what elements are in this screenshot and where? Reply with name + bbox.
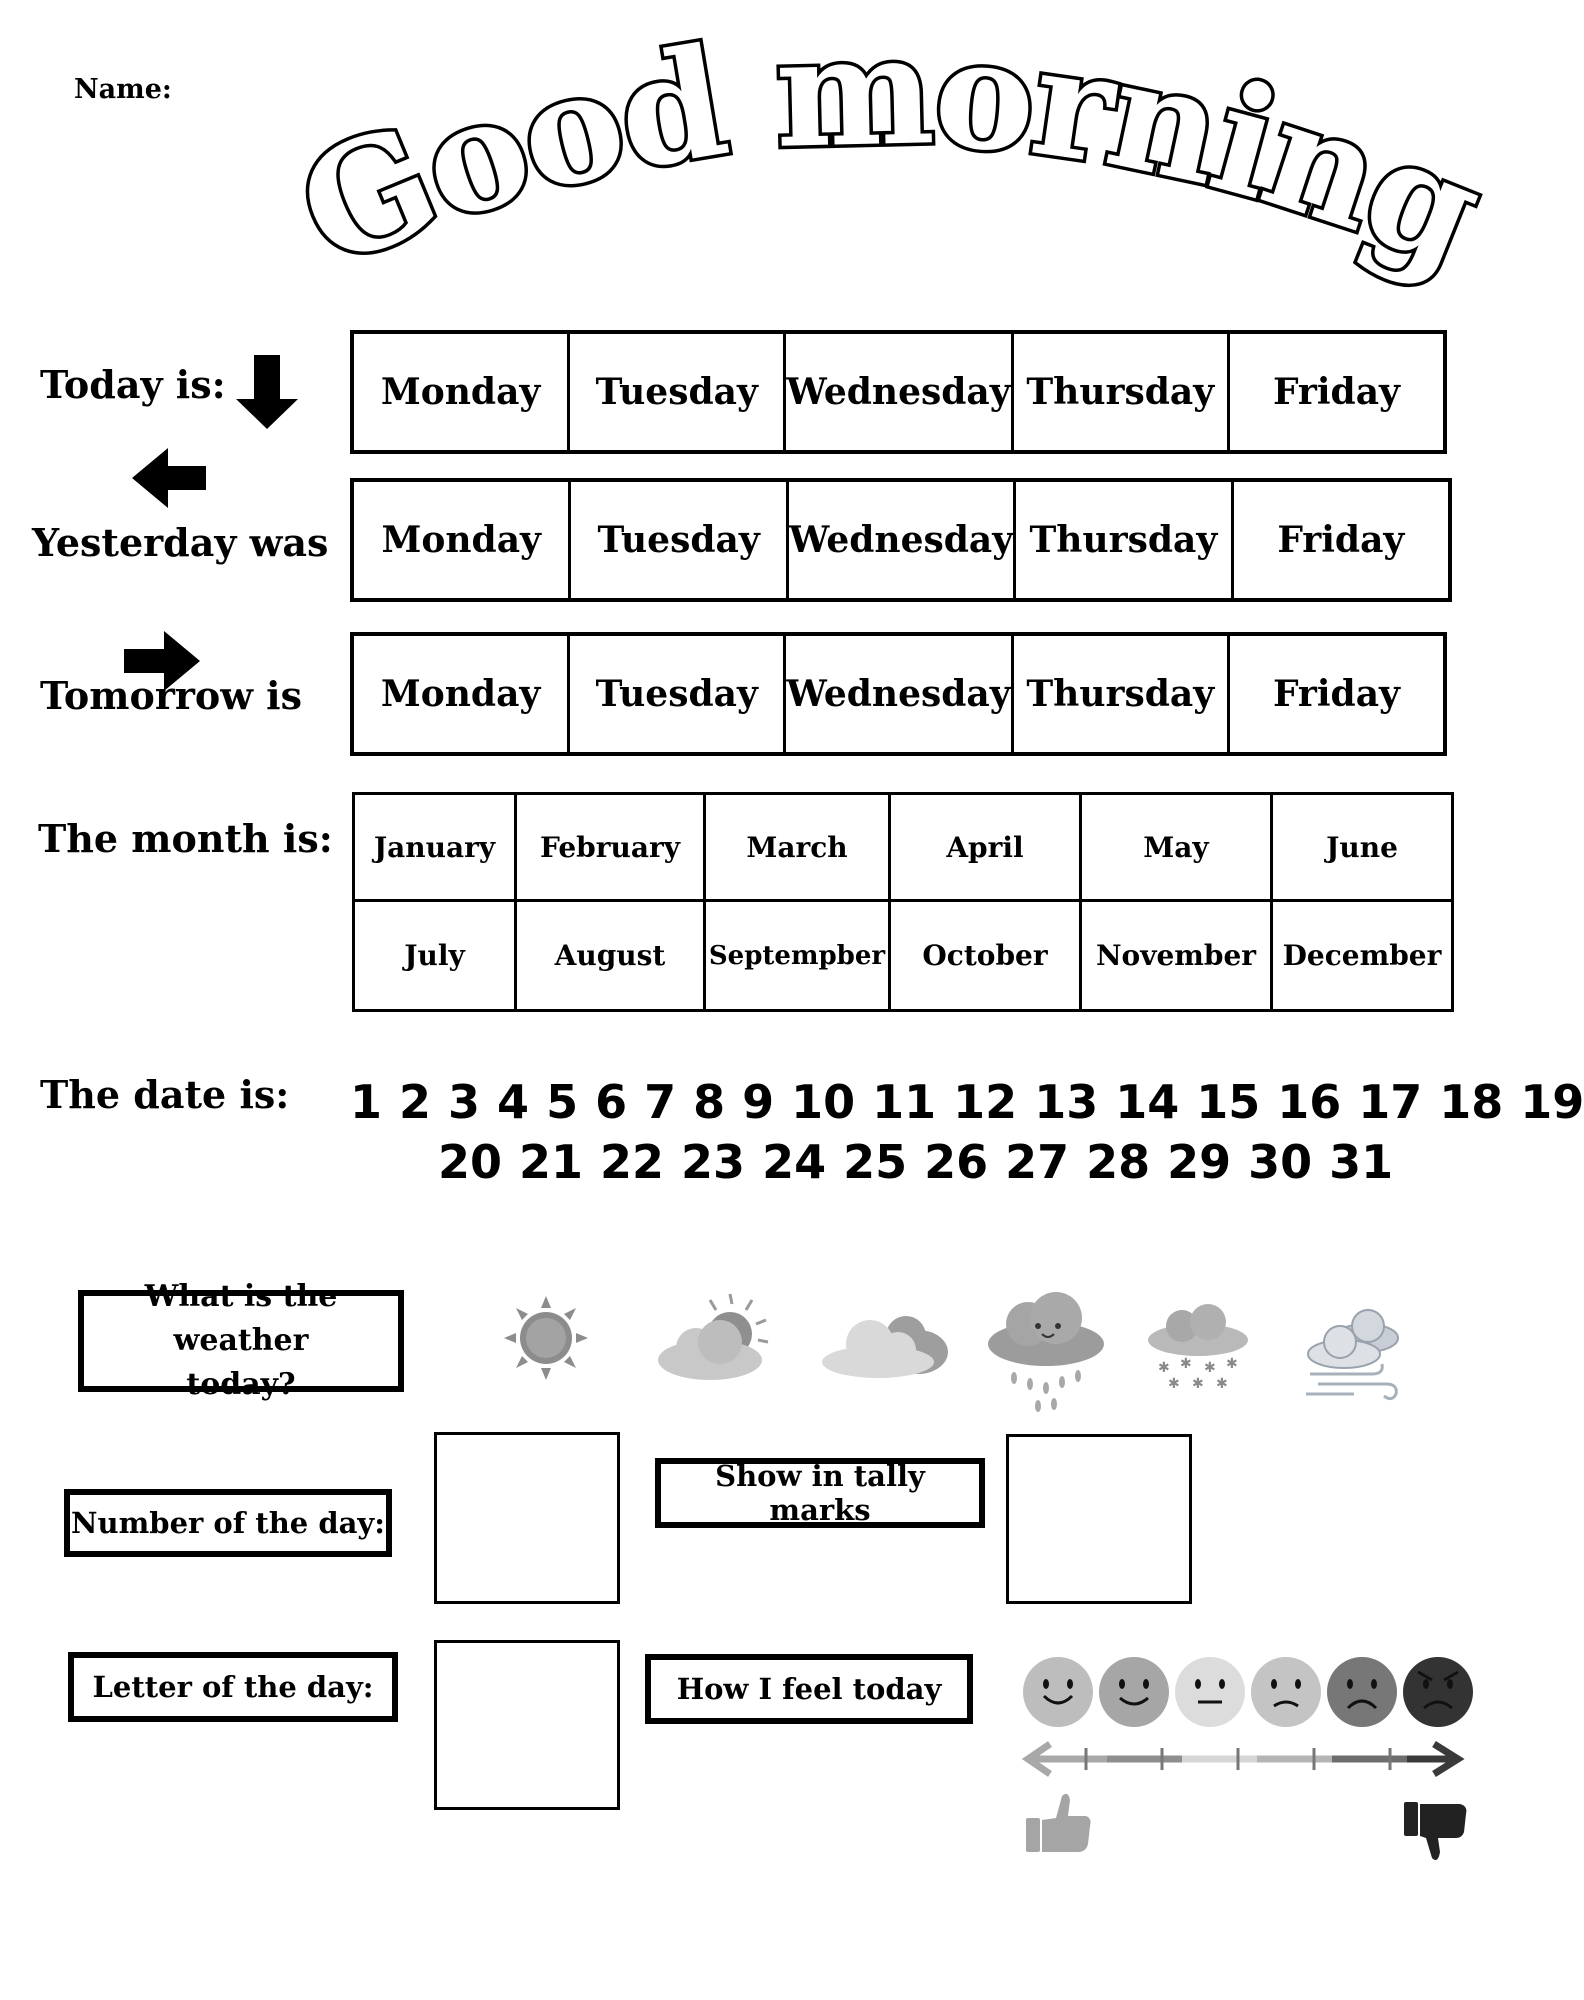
- month-february[interactable]: February: [517, 795, 706, 902]
- today-monday[interactable]: Monday: [354, 334, 570, 450]
- date-number-23[interactable]: 23: [681, 1135, 746, 1189]
- month-january[interactable]: January: [355, 795, 517, 902]
- title-text: Good morning: [276, 2, 1501, 303]
- page-title: [0, 0, 1545, 330]
- weather-label-line1: What is the weather: [144, 1279, 338, 1358]
- tomorrow-label: Tomorrow is: [40, 673, 302, 718]
- date-number-4[interactable]: 4: [497, 1075, 530, 1129]
- date-number-2[interactable]: 2: [399, 1075, 432, 1129]
- date-line-1: [350, 1075, 1584, 1129]
- yesterday-thursday[interactable]: Thursday: [1016, 482, 1233, 598]
- today-wednesday[interactable]: Wednesday: [786, 334, 1013, 450]
- yesterday-wednesday[interactable]: Wednesday: [789, 482, 1016, 598]
- tally-marks-box: [655, 1458, 985, 1528]
- month-july[interactable]: July: [355, 902, 517, 1009]
- arrow-left-icon: [132, 446, 208, 510]
- happy-face-icon[interactable]: [1099, 1657, 1169, 1727]
- letter-of-day-answer-box[interactable]: [434, 1640, 620, 1810]
- month-october[interactable]: October: [891, 902, 1082, 1009]
- number-of-day-box: [64, 1489, 392, 1557]
- date-number-30[interactable]: 30: [1248, 1135, 1313, 1189]
- date-number-13[interactable]: 13: [1034, 1075, 1099, 1129]
- month-label: The month is:: [38, 816, 333, 861]
- how-i-feel-label: How I feel today: [676, 1672, 942, 1706]
- tally-marks-label: Show in tally marks: [715, 1459, 925, 1527]
- arrow-right-icon: [122, 630, 202, 692]
- date-numbers: [350, 1075, 1584, 1189]
- date-number-19[interactable]: 19: [1520, 1075, 1584, 1129]
- svg-text:Good morning: [276, 2, 1502, 302]
- tomorrow-tuesday[interactable]: Tuesday: [570, 636, 786, 752]
- svg-text:✱: ✱: [1158, 1360, 1170, 1376]
- date-number-6[interactable]: 6: [595, 1075, 628, 1129]
- date-number-25[interactable]: 25: [843, 1135, 908, 1189]
- svg-text:✱: ✱: [1204, 1360, 1216, 1376]
- svg-text:✱: ✱: [1168, 1376, 1180, 1392]
- date-number-28[interactable]: 28: [1086, 1135, 1151, 1189]
- month-march[interactable]: March: [706, 795, 891, 902]
- month-december[interactable]: December: [1282, 939, 1442, 972]
- date-number-11[interactable]: 11: [872, 1075, 937, 1129]
- month-november[interactable]: November: [1082, 902, 1273, 1009]
- date-number-1[interactable]: 1: [350, 1075, 383, 1129]
- name-label: Name:: [74, 74, 172, 105]
- date-line-2: [438, 1135, 1450, 1189]
- tomorrow-thursday[interactable]: Thursday: [1014, 636, 1230, 752]
- tally-marks-answer-box[interactable]: [1006, 1434, 1192, 1604]
- yesterday-day-row: [350, 478, 1452, 602]
- thumbs-down-icon: [1404, 1802, 1466, 1860]
- date-number-26[interactable]: 26: [924, 1135, 989, 1189]
- date-number-12[interactable]: 12: [953, 1075, 1018, 1129]
- date-number-8[interactable]: 8: [693, 1075, 726, 1129]
- tomorrow-wednesday[interactable]: Wednesday: [786, 636, 1013, 752]
- neutral-face-icon[interactable]: [1175, 1657, 1245, 1727]
- date-label: The date is:: [40, 1072, 290, 1117]
- svg-text:✱: ✱: [1226, 1356, 1238, 1372]
- date-number-14[interactable]: 14: [1115, 1075, 1180, 1129]
- date-number-31[interactable]: 31: [1329, 1135, 1394, 1189]
- windy-icon[interactable]: [1302, 1302, 1402, 1402]
- yesterday-tuesday[interactable]: Tuesday: [571, 482, 788, 598]
- arrow-down-icon: [234, 355, 300, 431]
- date-number-9[interactable]: 9: [742, 1075, 775, 1129]
- month-grid: [352, 792, 1454, 1012]
- cloudy-icon[interactable]: [820, 1308, 950, 1380]
- rain-icon[interactable]: [984, 1288, 1108, 1416]
- snow-icon[interactable]: [1146, 1302, 1252, 1392]
- svg-text:✱: ✱: [1180, 1356, 1192, 1372]
- tomorrow-day-row: [350, 632, 1447, 756]
- date-number-16[interactable]: 16: [1277, 1075, 1342, 1129]
- month-august[interactable]: August: [517, 902, 706, 1009]
- partly-cloudy-icon[interactable]: [648, 1290, 773, 1390]
- date-number-10[interactable]: 10: [791, 1075, 856, 1129]
- number-of-day-answer-box[interactable]: [434, 1432, 620, 1604]
- weather-question-box: [78, 1279, 404, 1402]
- date-number-15[interactable]: 15: [1196, 1075, 1261, 1129]
- tomorrow-monday[interactable]: Monday: [354, 636, 570, 752]
- letter-of-day-box: [68, 1652, 398, 1722]
- letter-of-day-label: Letter of the day:: [92, 1670, 374, 1704]
- svg-text:✱: ✱: [1216, 1376, 1228, 1392]
- date-number-29[interactable]: 29: [1167, 1135, 1232, 1189]
- yesterday-monday[interactable]: Monday: [354, 482, 571, 598]
- tomorrow-friday[interactable]: Friday: [1272, 673, 1400, 715]
- very-sad-face-icon[interactable]: [1327, 1657, 1397, 1727]
- month-september[interactable]: Septempber: [706, 902, 891, 1009]
- thumbs-up-icon: [1026, 1794, 1091, 1852]
- svg-text:✱: ✱: [1192, 1376, 1204, 1392]
- month-april[interactable]: April: [891, 795, 1082, 902]
- feelings-scale: [1012, 1654, 1474, 1866]
- very-happy-face-icon[interactable]: [1023, 1657, 1093, 1727]
- date-number-5[interactable]: 5: [546, 1075, 579, 1129]
- date-number-21[interactable]: 21: [519, 1135, 584, 1189]
- angry-face-icon[interactable]: [1403, 1657, 1473, 1727]
- date-number-18[interactable]: 18: [1439, 1075, 1504, 1129]
- month-may[interactable]: May: [1082, 795, 1273, 902]
- yesterday-friday[interactable]: Friday: [1277, 519, 1405, 561]
- date-number-20[interactable]: 20: [438, 1135, 503, 1189]
- today-label: Today is:: [40, 362, 226, 407]
- today-friday[interactable]: Friday: [1272, 371, 1400, 413]
- today-tuesday[interactable]: Tuesday: [570, 334, 786, 450]
- date-number-24[interactable]: 24: [762, 1135, 827, 1189]
- sad-face-icon[interactable]: [1251, 1657, 1321, 1727]
- date-number-7[interactable]: 7: [644, 1075, 677, 1129]
- date-number-27[interactable]: 27: [1005, 1135, 1070, 1189]
- today-day-row: [350, 330, 1447, 454]
- number-of-day-label: Number of the day:: [71, 1506, 385, 1540]
- yesterday-label: Yesterday was: [32, 520, 329, 565]
- today-thursday[interactable]: Thursday: [1014, 334, 1230, 450]
- date-number-3[interactable]: 3: [448, 1075, 481, 1129]
- date-number-17[interactable]: 17: [1358, 1075, 1423, 1129]
- sun-icon[interactable]: [502, 1294, 590, 1382]
- weather-label-line2: today?: [186, 1367, 296, 1402]
- date-number-22[interactable]: 22: [600, 1135, 665, 1189]
- month-june[interactable]: June: [1273, 795, 1451, 902]
- how-i-feel-box: [645, 1654, 973, 1724]
